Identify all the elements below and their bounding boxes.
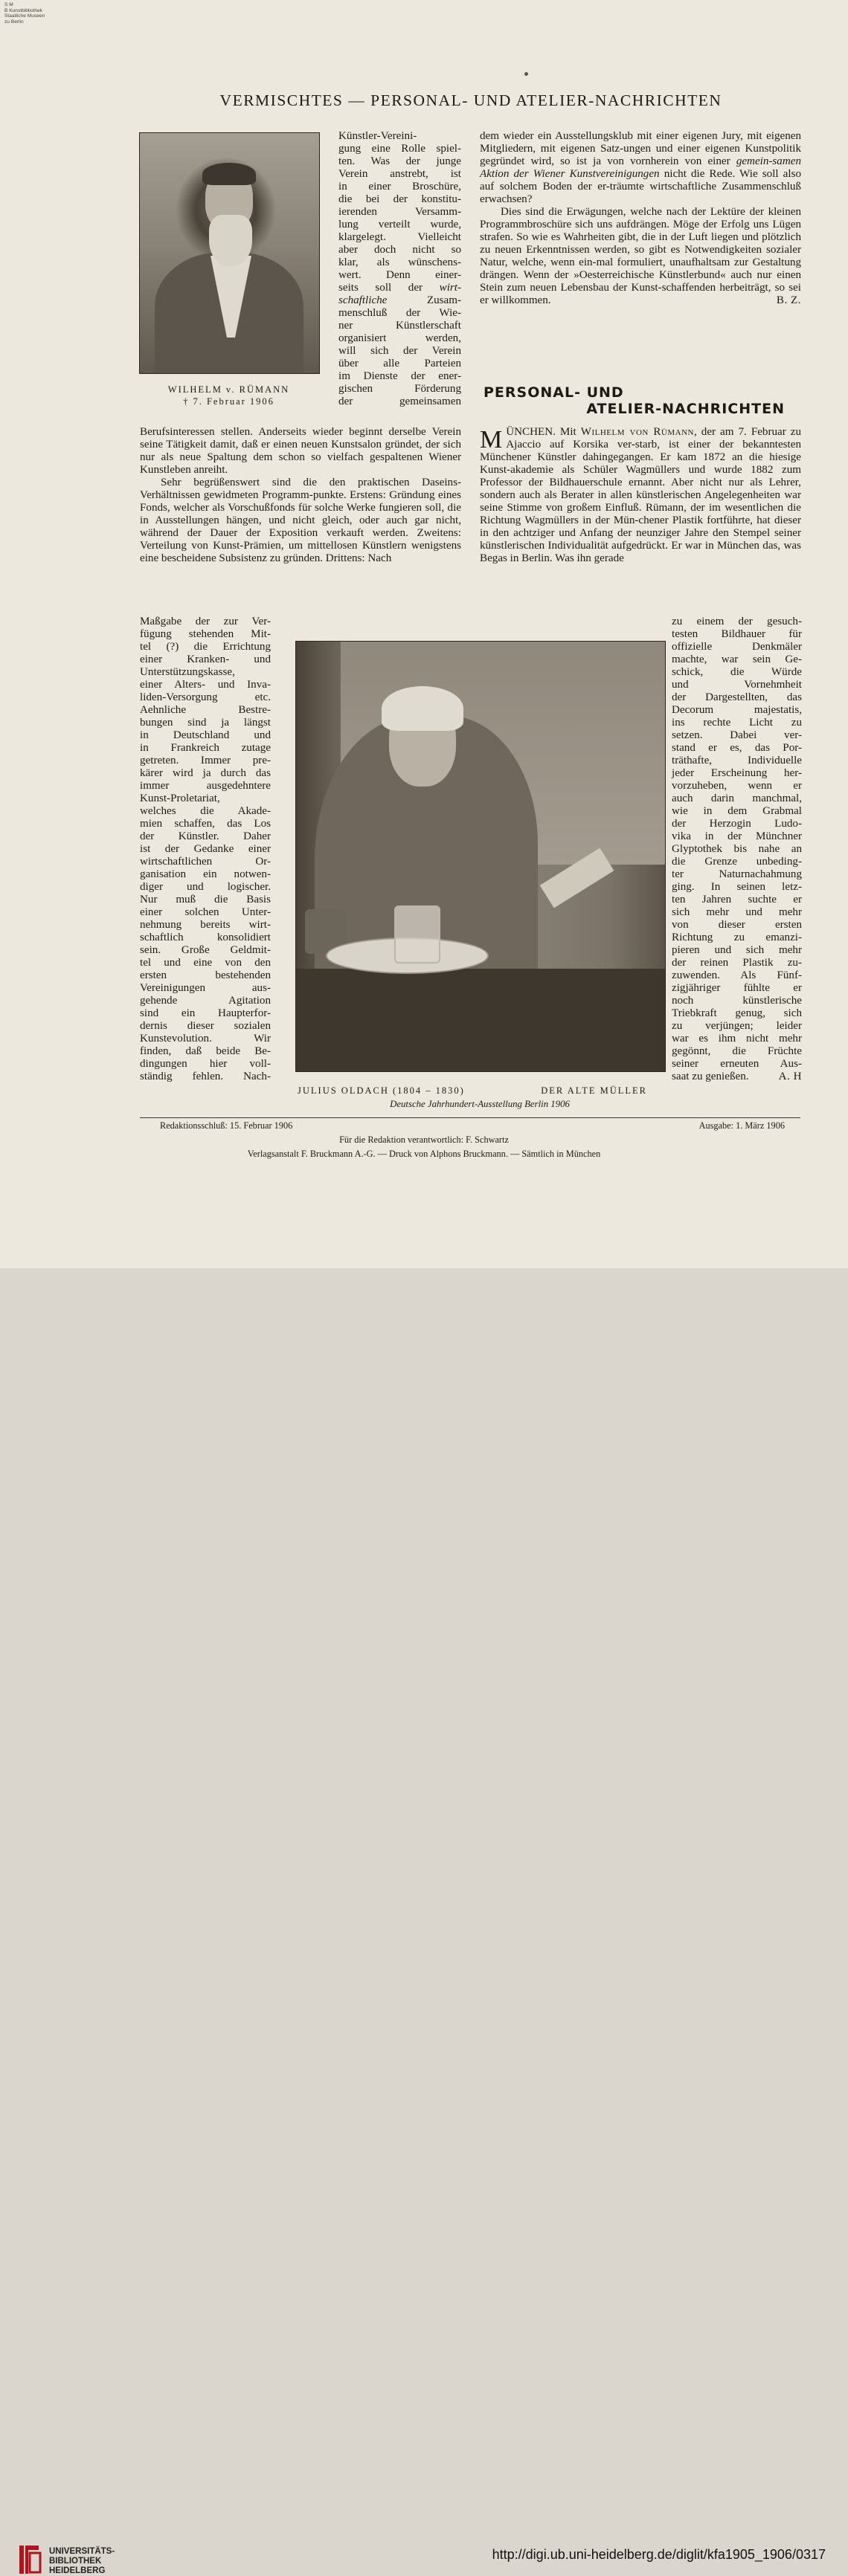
text-line: gung eine Rolle spiel- [338, 143, 461, 155]
left-column-narrow [140, 616, 271, 1083]
signature: B. Z. [776, 294, 801, 306]
stamp-line: Staatliche Museen [4, 13, 45, 19]
footer-editor: Für die Redaktion verantwortlich: F. Schwartz [339, 1134, 509, 1145]
library-name [49, 2547, 115, 2576]
text-line: sich mehr und mehr [672, 906, 802, 918]
portrait-hair [202, 163, 256, 185]
text-line: Triebkraft genug, sich [672, 1007, 802, 1019]
page [0, 0, 848, 1268]
library-name-line: UNIVERSITÄTS- [49, 2547, 115, 2556]
text-line: der Künstler. Daher [140, 830, 271, 842]
text-line: die Grenze unbeding- [672, 856, 802, 868]
text-line: fügung stehenden Mit- [140, 628, 271, 640]
text-line: tel und eine von den [140, 957, 271, 969]
text-line: liden-Versorgung etc. [140, 691, 271, 703]
text-line: in einer Broschüre, [338, 181, 461, 193]
text-line: getreten. Immer pre- [140, 755, 271, 766]
page-header: VERMISCHTES — PERSONAL- UND ATELIER-NACHRICHTEN [219, 91, 722, 109]
text-line: ten Jahren suchte er [672, 894, 802, 906]
drop-cap: M [480, 426, 503, 453]
text-line: jeder Erscheinung her- [672, 767, 802, 779]
text-line: diger und logischer. [140, 881, 271, 893]
right-column-narrow [672, 616, 802, 1083]
text-line: auch darin manchmal, [672, 793, 802, 804]
text-line: wert. Denn einer- [338, 269, 461, 281]
text-line: gegönnt, die Früchte [672, 1045, 802, 1057]
text-run: dem wieder ein Ausstellungsklub mit einer eigenen Jury, mit eigenen Mitgliedern, mit eigenen Satz-ungen und einer eigenen Kunstpolitik gegründet wird, so ist ja von vornherein von einer [480, 130, 801, 167]
text-line: einer Alters- und Inva- [140, 679, 271, 691]
text-line: pieren und sich mehr [672, 944, 802, 956]
text-line: war es ihm nicht mehr [672, 1033, 802, 1045]
text-line: der Herzogin Ludo- [672, 818, 802, 830]
text-line: Richtung zu emanzi- [672, 932, 802, 943]
text-line: offizielle Denkmäler [672, 641, 802, 653]
signature: A. H [778, 1071, 802, 1082]
footer-right: Ausgabe: 1. März 1906 [698, 1120, 785, 1131]
footer-publisher: Verlagsanstalt F. Bruckmann A.-G. — Druck von Alphons Bruckmann. — Sämtlich in München [247, 1149, 601, 1159]
text-line: lung verteilt wurde, [338, 219, 461, 230]
text-line: Künstler-Vereini- [338, 130, 417, 142]
text-line: finden, daß beide Be- [140, 1045, 271, 1057]
text-line: ersten bestehenden [140, 969, 271, 981]
paragraph: Sehr begrüßenswert sind die den praktischen Daseins-Verhältnissen gewidmeten Programm-punkte. Erstens: Gründung eines Fonds, welcher als Vorschußfonds für solche Werke fungieren soll, die in Ausstellungen hängen, und nicht gleich, oder auch gar nicht, während der Dauer der Exposition verkauft werden. Zweitens: Verteilung von Kunst-Prämien, um mittellosen Künstlern wenigstens eine bescheidene Subsistenz zu gründen. Drittens: Nach [140, 477, 461, 564]
paragraph: Berufsinteressen stellen. Anderseits wieder beginnt derselbe Verein seine Tätigkeit damit, daß er einen neuen Kunstsalon gründet, der sich nur als neue Spaltung dem schon so vielfach gespaltenen Wiener Kunstleben anreiht. [140, 426, 461, 476]
text-line: will sich der Verein [338, 345, 461, 357]
text-line: Unterstützungskasse, [140, 666, 235, 678]
text-line: in Deutschland und [140, 729, 271, 741]
text-line: Kunst-Proletariat, [140, 793, 220, 804]
text-line: immer ausgedehntere [140, 780, 271, 792]
text-line: vorzuheben, wenn er [672, 780, 802, 792]
text-line: ten. Was der junge [338, 155, 461, 167]
text-run: ÜNCHEN. Mit [506, 426, 576, 438]
stamp-line: S M [4, 2, 13, 7]
text-line: nehmung bereits wirt- [140, 919, 271, 931]
text-line: seits soll der wirt- [338, 282, 461, 294]
text-line: sind ein Haupterfor- [140, 1007, 271, 1019]
portrait-caption-date: † 7. Februar 1906 [183, 396, 274, 407]
text-line: zu verjüngen; leider [672, 1020, 802, 1032]
right-column-mid [480, 426, 801, 565]
section-heading-line2: ATELIER-NACHRICHTEN [586, 401, 785, 417]
text-line: schick, die Würde [672, 666, 802, 678]
painting-caption-title: DER ALTE MÜLLER [541, 1085, 647, 1096]
library-logo-icon [18, 2544, 42, 2575]
text-line: aber doch nicht so [338, 244, 461, 256]
text-line: Kunstevolution. Wir [140, 1033, 271, 1045]
text-run: , der am 7. Februar zu Ajaccio auf Korsika ver-starb, ist einer der bekanntesten Münchener Künstler dahingegangen. Er kam 1872 an die hiesige Kunst-akademie als Schüler Wagmüllers und wurde 1882 zum Professor der Bildhauerschule ernannt. Aber nicht nur als Lehrer, sondern auch als Berater in allen künstlerischen Angelegenheiten war seine Stimme von großem Einfluß. Rümann, der im wesentlichen die Richtung Wagmüllers in der Mün-chener Plastik fortführte, hat dieser in den achtziger und Anfang der neunziger Jahre den Stempel seiner künstlerischen Individualität aufgedrückt. Er war in München das, was Begas in Berlin. Was ihn gerade [480, 426, 802, 564]
text-line: wirtschaftlichen Or- [140, 856, 271, 868]
text-line: ging. In seinen letz- [672, 881, 802, 893]
right-column-top [480, 130, 801, 307]
text-line: Decorum majestatis, [672, 704, 802, 716]
text-line: setzen. Dabei ver- [672, 729, 802, 741]
text-line: träthafte, Individuelle [672, 755, 802, 766]
text-line: Maßgabe der zur Ver- [140, 616, 271, 627]
painting-table [296, 969, 665, 1071]
text-line: sein. Große Geldmit- [140, 944, 271, 956]
text-line: ganisation ein notwen- [140, 868, 271, 880]
text-line: und Vornehmheit [672, 679, 802, 691]
text-line: seiner erneuten Aus- [672, 1058, 802, 1070]
text-line: welches die Akade- [140, 805, 271, 817]
portrait-caption [139, 384, 318, 407]
text-line: dernis dieser sozialen [140, 1020, 271, 1032]
text-line: klar, als wünschens- [338, 256, 461, 268]
text-line: über alle Parteien [338, 358, 461, 369]
paragraph [480, 206, 801, 307]
footer-rule [140, 1117, 800, 1118]
text-line: der Dargestellten, das [672, 691, 802, 703]
library-name-line: HEIDELBERG [49, 2566, 106, 2575]
text-line: mien schaffen, das Los [140, 818, 271, 830]
stamp-line: zu Berlin [4, 19, 24, 25]
library-stamp [4, 2, 45, 25]
text-line: der reinen Plastik zu- [672, 957, 802, 969]
text-line: vika in der Münchner [672, 830, 802, 842]
painting-caption-source: Deutsche Jahrhundert-Ausstellung Berlin 1906 [390, 1099, 570, 1109]
left-column-full [140, 426, 461, 565]
text-line: ist der Gedanke einer [140, 843, 271, 855]
text-line: zuwenden. Als Fünf- [672, 969, 802, 981]
text-line: saat zu genießen. A. H [672, 1071, 802, 1082]
text-line: ständig fehlen. Nach- [140, 1071, 271, 1082]
text-line: ner Künstlerschaft [338, 320, 461, 332]
person-name: Wilhelm von Rümann [580, 426, 694, 438]
text-line: dingungen hier voll- [140, 1058, 271, 1070]
text-line: machte, war sein Ge- [672, 653, 802, 665]
text-line: im Dienste der ener- [338, 370, 461, 382]
text-line: Vereinigungen aus- [140, 982, 271, 994]
painting-nightcap [382, 686, 463, 731]
text-emphasis: gemein-samen Aktion der Wiener Kunstvereinigungen [480, 155, 801, 180]
portrait-beard [209, 215, 252, 267]
text-line: einer Kranken- und [140, 653, 271, 665]
text-line: schaftlich konsolidiert [140, 932, 271, 943]
text-line: ter Naturnachahmung [672, 868, 802, 880]
section-heading [484, 384, 788, 417]
portrait-photo [139, 132, 320, 374]
text-line: kärer wird ja durch das [140, 767, 271, 779]
text-line: einer solchen Unter- [140, 906, 271, 918]
text-line: gischen Förderung [338, 383, 461, 395]
text-line: in Frankreich zutage [140, 742, 271, 754]
stamp-line: B Kunstbibliothek [4, 7, 42, 13]
text-line: von dieser ersten [672, 919, 802, 931]
text-line: schaftliche Zusam- [338, 294, 461, 306]
library-footer-bar [0, 1268, 848, 2575]
painting-reproduction [295, 641, 666, 1072]
text-line: Verein anstrebt, ist [338, 168, 461, 180]
text-line: die bei der konstitu- [338, 193, 461, 205]
text-line: bungen sind ja längst [140, 717, 271, 729]
text-line: zu einem der gesuch- [672, 616, 802, 627]
text-line: Aehnliche Bestre- [140, 704, 271, 716]
paragraph [480, 426, 801, 565]
text-line: zigjähriger fühlte er [672, 982, 802, 994]
painting-caption-artist: JULIUS OLDACH (1804 – 1830) [298, 1085, 465, 1096]
painting-glass [394, 906, 440, 963]
text-line: organisiert werden, [338, 332, 461, 344]
source-url[interactable]: http://digi.ub.uni-heidelberg.de/diglit/kfa1905_1906/0317 [492, 2547, 826, 2562]
text-run: nicht die Rede. Wie soll also auf solchem Boden der er-träumte wirtschaftliche Zusammenschluß erwachsen? [480, 168, 801, 205]
text-line: gehende Agitation [140, 995, 271, 1007]
portrait-caption-name: WILHELM v. RÜMANN [167, 384, 290, 395]
text-line: ierenden Versamm- [338, 206, 461, 218]
footer-left: Redaktionsschluß: 15. Februar 1906 [160, 1120, 293, 1131]
text-line: menschluß der Wie- [338, 307, 461, 319]
text-line: Glyptothek bis nahe an [672, 843, 802, 855]
text-line: Nur muß die Basis [140, 894, 271, 906]
text-line: der gemeinsamen [338, 396, 461, 407]
text-line: wie in dem Grabmal [672, 805, 802, 817]
library-name-line: BIBLIOTHEK [49, 2557, 102, 2566]
text-line: testen Bildhauer für [672, 628, 802, 640]
ink-dot [524, 72, 528, 76]
left-column-top [338, 130, 461, 408]
paragraph [480, 130, 801, 206]
painting-caption [298, 1085, 662, 1097]
text-line: ins rechte Licht zu [672, 717, 802, 729]
text-line: klargelegt. Vielleicht [338, 231, 461, 243]
section-heading-line1: PERSONAL- UND [484, 384, 624, 401]
text-run: Dies sind die Erwägungen, welche nach der Lektüre der kleinen Programmbroschüre sich uns aufdrängen. Möge der Erfolg uns Lügen strafen. So wie es Wahrheiten gibt, die in der Luft liegen und plötzlich zu neuen Erkenntnissen werden, so gibt es Notwendigkeiten sozialer Natur, welche, wenn ein-mal formuliert, unaufhaltsam zur Gestaltung drängen. Wenn der »Oesterreichische Künstlerbund« auch nur einen Stein zum neuen Lebensbau der Kunst-schaffenden herbeiträgt, so sei er willkommen. [480, 206, 801, 306]
text-line: noch künstlerische [672, 995, 802, 1007]
text-line: stand er es, das Por- [672, 742, 802, 754]
text-line: tel (?) die Errichtung [140, 641, 271, 653]
